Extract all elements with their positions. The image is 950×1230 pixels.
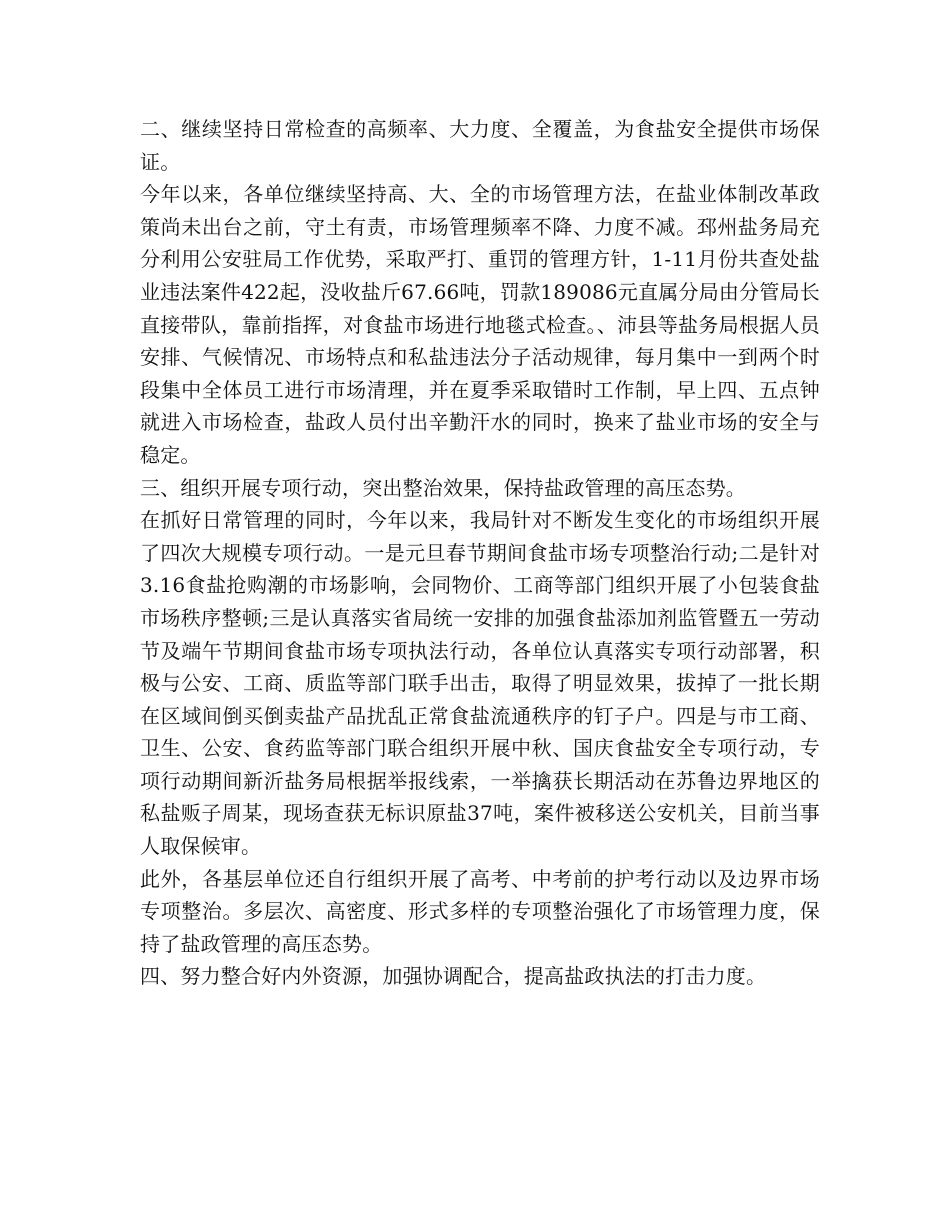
paragraph-daily-inspection: 今年以来，各单位继续坚持高、大、全的市场管理方法，在盐业体制改革政策尚未出台之前，守土有责，市场管理频率不降、力度不减。邳州盐务局充分利用公安驻局工作优势，采取严打、重罚的管理方针，1-11月份共查处盐业违法案件422起，没收盐斤67.66吨，罚款189086元直属分局由分管局长直接带队，靠前指挥，对食盐市场进行地毯式检查。、沛县等盐务局根据人员安排、气候情况、市场特点和私盐违法分子活动规律，每月集中一到两个时段集中全体员工进行市场清理，并在夏季采取错时工作制，早上四、五点钟就进入市场检查，盐政人员付出辛勤汗水的同时，换来了盐业市场的安全与稳定。 [140, 182, 820, 467]
section-heading-two: 二、继续坚持日常检查的高频率、大力度、全覆盖，为食盐安全提供市场保证。 [140, 117, 820, 174]
paragraph-special-actions: 在抓好日常管理的同时，今年以来，我局针对不断发生变化的市场组织开展了四次大规模专项行动。一是元旦春节期间食盐市场专项整治行动;二是针对3.16食盐抢购潮的市场影响，会同物价、工商等部门组织开展了小包装食盐市场秩序整顿;三是认真落实省局统一安排的加强食盐添加剂监管暨五一劳动节及端午节期间食盐市场专项执法行动，各单位认真落实专项行动部署，积极与公安、工商、质监等部门联手出击，取得了明显效果，拔掉了一批长期在区域间倒买倒卖盐产品扰乱正常食盐流通秩序的钉子户。四是与市工商、卫生、公安、食药监等部门联合组织开展中秋、国庆食盐安全专项行动，专项行动期间新沂盐务局根据举报线索，一举擒获长期活动在苏鲁边界地区的私盐贩子周某，现场查获无标识原盐37吨，案件被移送公安机关，目前当事人取保候审。 [140, 508, 820, 859]
section-heading-three: 三、组织开展专项行动，突出整治效果，保持盐政管理的高压态势。 [140, 475, 746, 500]
section-heading-four: 四、努力整合好内外资源，加强协调配合，提高盐政执法的打击力度。 [140, 964, 767, 989]
document-body [140, 113, 820, 993]
paragraph-additional-actions: 此外，各基层单位还自行组织开展了高考、中考前的护考行动以及边界市场专项整治。多层次、高密度、形式多样的专项整治强化了市场管理力度，保持了盐政管理的高压态势。 [140, 866, 820, 956]
